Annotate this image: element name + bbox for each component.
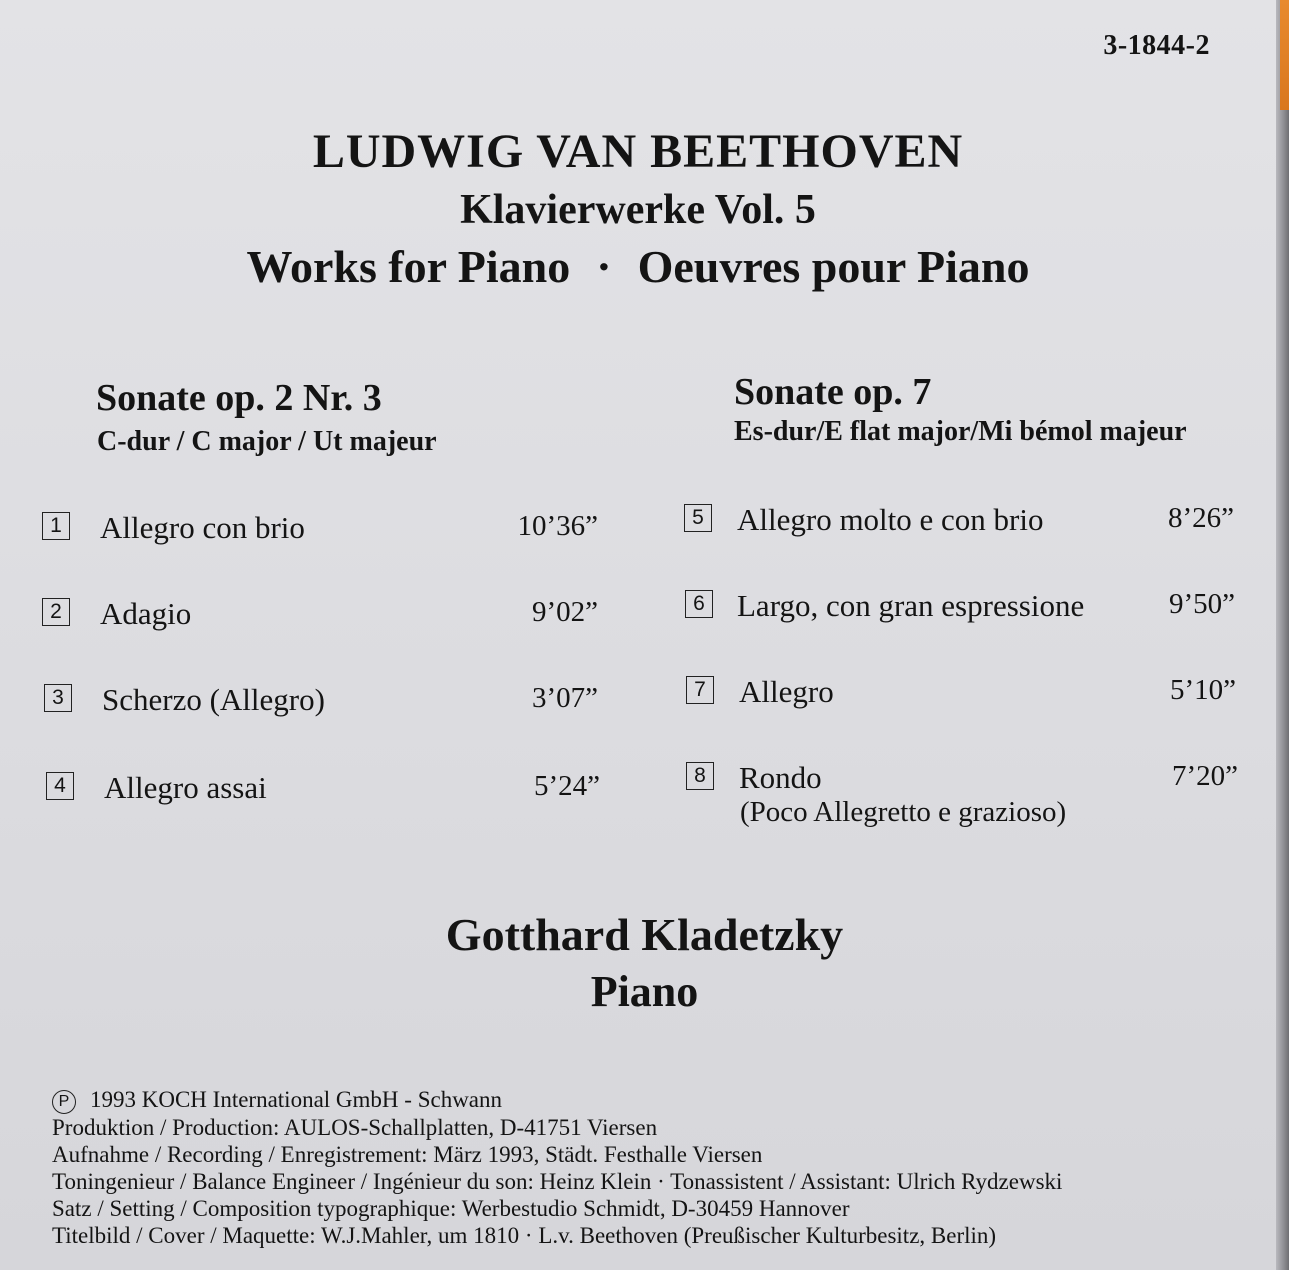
credit-line: Titelbild / Cover / Maquette: W.J.Mahler, um 1810 · L.v. Beethoven (Preußischer Kulturbesitz, Berlin)	[52, 1223, 997, 1248]
track-title: Allegro assai	[104, 770, 267, 805]
track-duration: 7’20”	[1171, 760, 1238, 792]
track-duration: 10’36”	[517, 510, 598, 542]
credit-line: P 1993 KOCH International GmbH - Schwann	[52, 1086, 1062, 1114]
track-number: 2	[42, 598, 70, 626]
performer-instrument: Piano	[590, 967, 699, 1016]
subtitle	[0, 240, 1276, 293]
track-title: Allegro molto e con brio	[737, 502, 1044, 537]
track-duration: 9’50”	[1168, 588, 1235, 620]
credit-line: Aufnahme / Recording / Enregistrement: März 1993, Städt. Festhalle Viersen	[52, 1142, 763, 1167]
credit-line: Toningenieur / Balance Engineer / Ingénieur du son: Heinz Klein · Tonassistent / Assistant: Ulrich Rydzewski	[52, 1169, 1063, 1194]
track-number: 5	[684, 504, 712, 532]
track-title: Adagio	[100, 596, 192, 631]
booklet-edge	[1276, 0, 1289, 1270]
track-subtitle: (Poco Allegretto e grazioso)	[740, 796, 1067, 828]
track-duration: 5’10”	[1169, 674, 1236, 706]
track-number: 6	[685, 590, 713, 618]
sonata-1-title: Sonate op. 2 Nr. 3	[96, 377, 382, 419]
sonata-1-key: C-dur / C major / Ut majeur	[97, 426, 437, 457]
track-duration: 5’24”	[533, 770, 600, 802]
track-duration: 9’02”	[531, 596, 598, 628]
track-number: 1	[42, 512, 70, 540]
credit-line: Satz / Setting / Composition typographique: Werbestudio Schmidt, D-30459 Hannover	[52, 1196, 850, 1221]
credits-block	[52, 1086, 1062, 1249]
track-title: Largo, con gran espressione	[737, 588, 1085, 623]
sonata-2-key: Es-dur/E flat major/Mi bémol majeur	[734, 416, 1187, 447]
sonata-2-title: Sonate op. 7	[734, 371, 932, 413]
performer-name: Gotthard Kladetzky	[445, 909, 844, 960]
series-title: Klavierwerke Vol. 5	[460, 187, 816, 233]
track-title: Allegro	[739, 674, 834, 709]
track-number: 7	[686, 676, 714, 704]
subtitle-french: Oeuvres pour Piano	[637, 241, 1030, 292]
subtitle-english: Works for Piano	[246, 241, 571, 292]
composer-title: LUDWIG VAN BEETHOVEN	[312, 125, 964, 178]
orange-edge-accent	[1280, 0, 1289, 110]
track-number: 8	[686, 762, 714, 790]
track-title: Rondo	[739, 760, 822, 795]
track-duration: 3’07”	[531, 682, 598, 714]
phonogram-icon: P	[52, 1090, 76, 1114]
catalog-number: 3-1844-2	[1103, 30, 1210, 61]
subtitle-separator: ·	[596, 241, 612, 292]
track-title: Allegro con brio	[100, 510, 305, 545]
track-duration: 8’26”	[1167, 502, 1234, 534]
track-number: 4	[46, 772, 74, 800]
track-number: 3	[44, 684, 72, 712]
credit-line: Produktion / Production: AULOS-Schallplatten, D-41751 Viersen	[52, 1115, 658, 1140]
track-title: Scherzo (Allegro)	[102, 682, 325, 717]
